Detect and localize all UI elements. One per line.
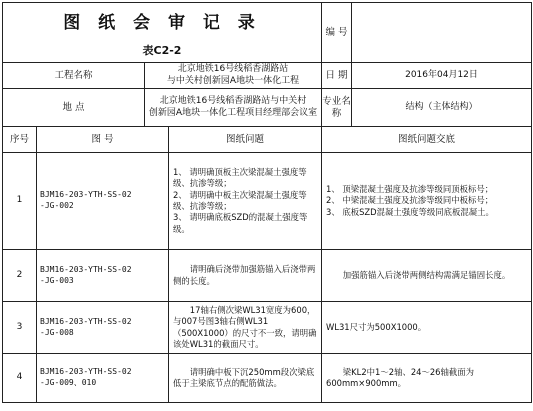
- table-row: [3, 302, 532, 354]
- drawing-number: [37, 354, 169, 403]
- project-name-line1: 北京地铁16号线稻香湖路站: [177, 64, 289, 75]
- issue-text: [169, 302, 322, 354]
- table-number: 表C2-2: [142, 44, 182, 58]
- answer-item: 2、 中梁混凝土强度及抗渗等级同中板标号；: [326, 195, 494, 206]
- row-number: 1: [3, 153, 37, 250]
- answer-item: 1、 顶梁混凝土强度及抗渗等级同顶板标号；: [326, 183, 494, 194]
- form-table: [2, 2, 532, 403]
- answer-text: [322, 250, 532, 302]
- answer-item: 3、 底板SZD混凝土强度等级同底板混凝土。: [326, 206, 494, 217]
- drawing-number: [37, 153, 169, 250]
- col-header-answer: 图纸问题交底: [322, 127, 532, 153]
- drawing-review-form: [0, 2, 533, 411]
- col-header-drawing: 图 号: [37, 127, 169, 153]
- issue-item: 请明确后浇带加强筋锚入后浇带两侧的长度。: [173, 264, 316, 286]
- drawing-number: [37, 250, 169, 302]
- drawing-number-line: BJM16-203-YTH-SS-02: [40, 190, 132, 200]
- issue-text: [169, 354, 322, 403]
- answer-item: WL31尺寸为500X1000。: [326, 321, 427, 332]
- serial-value: [352, 3, 532, 63]
- drawing-number-line: BJM16-203-YTH-SS-02: [40, 367, 132, 377]
- title-row: [3, 3, 532, 63]
- row-number: 2: [3, 250, 37, 302]
- table-row: [3, 354, 532, 403]
- drawing-number-line: -JG-002: [40, 201, 74, 210]
- location-value: [145, 89, 322, 127]
- date-label: 日 期: [322, 63, 352, 89]
- location-label: 地 点: [3, 89, 145, 127]
- issue-item: 1、 请明确顶板主次梁混凝土强度等级、抗渗等级；: [173, 166, 307, 189]
- drawing-number-line: BJM16-203-YTH-SS-02: [40, 264, 132, 274]
- drawing-number-line: BJM16-203-YTH-SS-02: [40, 316, 132, 326]
- row-number: 3: [3, 302, 37, 354]
- drawing-number-line: -JG-008: [40, 327, 74, 337]
- col-header-issue: 图纸问题: [169, 127, 322, 153]
- drawing-number: [37, 302, 169, 354]
- project-name-line2: 与中关村创新园A地块一体化工程: [166, 75, 300, 86]
- drawing-number-line: -JG-009、010: [40, 378, 97, 387]
- project-row: [3, 63, 532, 89]
- table-row: [3, 250, 532, 302]
- table-row: [3, 153, 532, 250]
- issue-item: 2、 请明确中板主次梁混凝土强度等级、抗渗等级；: [173, 189, 307, 211]
- issue-item: 3、 请明确底板SZD的混凝土强度等级。: [173, 212, 308, 234]
- issue-text: [169, 250, 322, 302]
- answer-text: [322, 302, 532, 354]
- location-row: [3, 89, 532, 127]
- col-header-no: 序号: [3, 127, 37, 153]
- specialty-value: 结构（主体结构）: [352, 89, 532, 127]
- issue-item: 17轴右侧次梁WL31宽度为600，与007号图3轴右侧WL31（500X1000）的尺寸不一致，请明确该处WL31的截面尺寸。: [173, 304, 317, 349]
- title-cell: [3, 3, 322, 63]
- location-line1: 北京地铁16号线稻香湖路站与中关村: [159, 96, 307, 107]
- form-title: 图 纸 会 审 记 录: [63, 13, 261, 33]
- project-name: [145, 63, 322, 89]
- answer-item: 梁KL2中1～2轴、24～26轴截面为600mm×900mm。: [326, 366, 475, 388]
- answer-text: [322, 354, 532, 403]
- serial-label: 编 号: [322, 3, 352, 63]
- answer-text: [322, 153, 532, 250]
- date-value: 2016年04月12日: [352, 63, 532, 89]
- issue-text: [169, 153, 322, 250]
- column-header-row: [3, 127, 532, 153]
- row-number: 4: [3, 354, 37, 403]
- project-label: 工程名称: [3, 63, 145, 89]
- location-line2: 创新园A地块一体化工程项目经理部会议室: [148, 107, 318, 118]
- specialty-label: 专业名称: [322, 89, 352, 127]
- issue-item: 请明确中板下沉250mm段次梁底低于主梁底节点的配筋做法。: [173, 366, 315, 388]
- answer-item: 加强筋锚入后浇带两侧结构需满足锚固长度。: [342, 269, 511, 280]
- drawing-number-line: -JG-003: [40, 275, 74, 285]
